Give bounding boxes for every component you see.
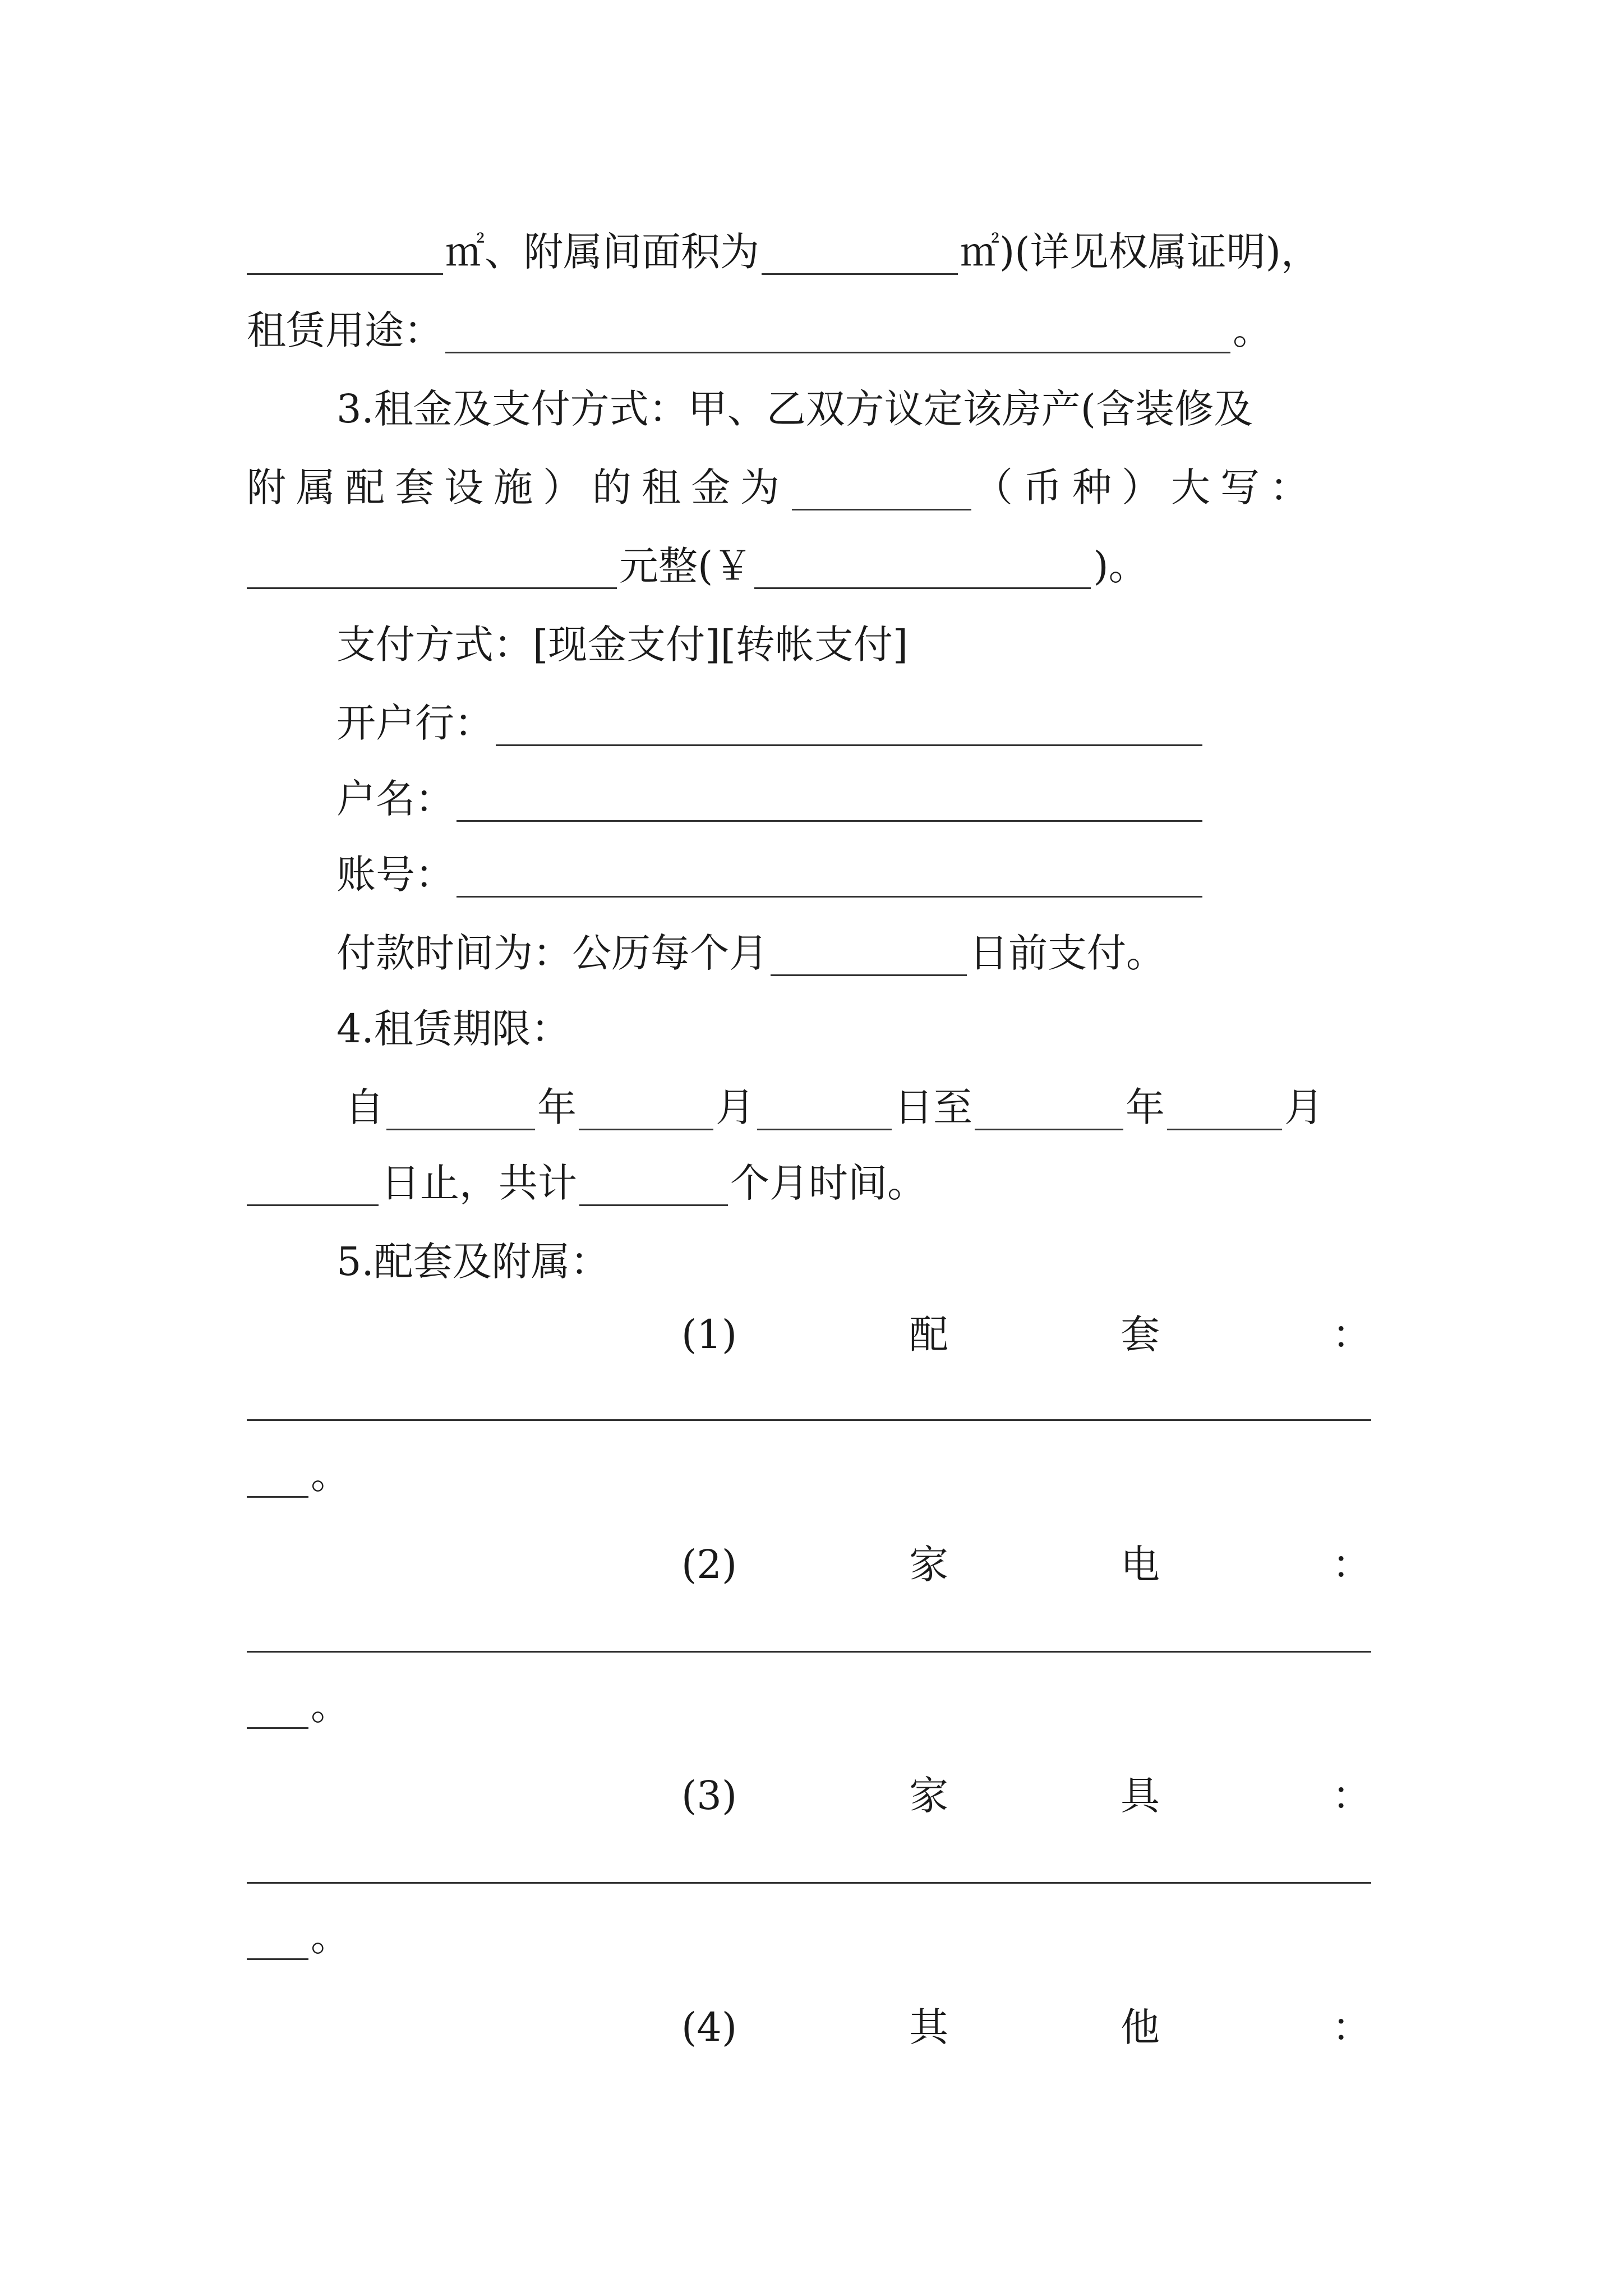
blank-total-months[interactable] bbox=[579, 1159, 728, 1206]
annex-item-char-1: 家 bbox=[909, 1773, 949, 1819]
account-no-line bbox=[336, 836, 1205, 898]
annex-item-2-heading bbox=[681, 1526, 1371, 1588]
area-unit-text-2: ㎡)(详见权属证明)， bbox=[960, 229, 1320, 275]
annex-item-4-heading bbox=[681, 1989, 1371, 2050]
blank-start-day[interactable] bbox=[757, 1083, 892, 1130]
blank-area-annex[interactable] bbox=[762, 228, 958, 275]
blank-annex-item-1[interactable] bbox=[247, 1419, 1371, 1421]
annex-item-colon: ： bbox=[1331, 1312, 1371, 1358]
area-unit-text: ㎡、附属间面积为 bbox=[445, 229, 759, 275]
period: 。 bbox=[311, 1683, 350, 1729]
annex-item-char-1: 家 bbox=[909, 1542, 949, 1588]
annex-item-num: (1) bbox=[681, 1312, 737, 1358]
rent-amount-text-a: 元整(￥ bbox=[619, 543, 753, 589]
annex-item-3-tail bbox=[247, 1898, 350, 1960]
area-line bbox=[247, 213, 1320, 275]
rent-clause-line-1 bbox=[336, 370, 1253, 432]
blank-account-name[interactable] bbox=[457, 775, 1202, 822]
blank-start-year[interactable] bbox=[386, 1083, 535, 1130]
blank-end-day[interactable] bbox=[247, 1159, 379, 1206]
bank-label: 开户行： bbox=[336, 700, 494, 746]
blank-annex-item-2-tail[interactable] bbox=[247, 1682, 308, 1729]
term-months-total: 个月时间。 bbox=[730, 1160, 926, 1206]
term-day-end: 日止，共计 bbox=[381, 1160, 577, 1206]
blank-purpose[interactable] bbox=[445, 306, 1230, 353]
term-month-2: 月 bbox=[1284, 1084, 1324, 1130]
annex-item-char-2: 具 bbox=[1121, 1773, 1160, 1819]
blank-start-month[interactable] bbox=[579, 1083, 713, 1130]
blank-account-no[interactable] bbox=[457, 850, 1202, 898]
term-month-1: 月 bbox=[716, 1084, 755, 1130]
blank-annex-item-3[interactable] bbox=[247, 1882, 1371, 1884]
annex-item-char-2: 套 bbox=[1121, 1312, 1160, 1358]
blank-pay-day[interactable] bbox=[771, 929, 967, 976]
term-year-2: 年 bbox=[1126, 1084, 1165, 1130]
annex-item-colon: ： bbox=[1331, 1773, 1371, 1819]
blank-annex-item-3-tail[interactable] bbox=[247, 1913, 308, 1960]
annex-item-num: (2) bbox=[681, 1542, 737, 1588]
account-name-label: 户名： bbox=[336, 776, 454, 822]
term-end-line bbox=[247, 1144, 926, 1206]
payment-method-text: 支付方式：[现金支付][转帐支付] bbox=[336, 622, 909, 668]
annex-item-num: (4) bbox=[681, 2004, 737, 2050]
term-title: 4.租赁期限： bbox=[336, 1006, 570, 1052]
payment-method-line bbox=[336, 606, 908, 668]
account-no-label: 账号： bbox=[336, 852, 454, 898]
pay-time-text-a: 付款时间为：公历每个月 bbox=[336, 930, 768, 976]
term-dates-line bbox=[345, 1069, 1324, 1130]
annex-item-char-1: 配 bbox=[909, 1312, 949, 1358]
blank-end-month[interactable] bbox=[1167, 1083, 1282, 1130]
period: 。 bbox=[1233, 307, 1272, 353]
annex-item-char-1: 其 bbox=[909, 2004, 949, 2050]
annex-item-1-tail bbox=[247, 1436, 350, 1498]
annex-item-colon: ： bbox=[1331, 1542, 1371, 1588]
rent-amount-line bbox=[247, 527, 1148, 589]
annex-item-3-heading bbox=[681, 1757, 1371, 1819]
term-year-1: 年 bbox=[537, 1084, 577, 1130]
annex-item-char-2: 电 bbox=[1121, 1542, 1160, 1588]
annex-item-2-tail bbox=[247, 1667, 350, 1729]
rent-clause-text-2a: 附属配套设施）的租金为 bbox=[247, 464, 790, 510]
period: 。 bbox=[311, 1914, 350, 1960]
blank-annex-item-2[interactable] bbox=[247, 1651, 1371, 1653]
rent-clause-text-1: 3.租金及支付方式：甲、乙双方议定该房产(含装修及 bbox=[336, 386, 1253, 432]
annex-title: 5.配套及附属： bbox=[336, 1239, 610, 1285]
annex-item-num: (3) bbox=[681, 1773, 737, 1819]
blank-annex-item-1-tail[interactable] bbox=[247, 1451, 308, 1498]
annex-title-line bbox=[336, 1223, 610, 1285]
annex-item-colon: ： bbox=[1331, 2004, 1371, 2050]
blank-amount-words[interactable] bbox=[247, 542, 617, 589]
pay-time-text-b: 日前支付。 bbox=[969, 930, 1165, 976]
pay-time-line bbox=[336, 914, 1165, 976]
purpose-label: 租赁用途： bbox=[247, 307, 443, 353]
annex-item-1-heading bbox=[681, 1296, 1371, 1358]
purpose-line bbox=[247, 292, 1272, 353]
bank-line bbox=[336, 684, 1205, 746]
annex-item-char-2: 他 bbox=[1121, 2004, 1160, 2050]
term-from: 自 bbox=[345, 1084, 384, 1130]
blank-area-main[interactable] bbox=[247, 228, 443, 275]
blank-currency-amount[interactable] bbox=[792, 463, 971, 510]
blank-end-year[interactable] bbox=[975, 1083, 1123, 1130]
rent-amount-text-b: )。 bbox=[1093, 543, 1148, 589]
blank-amount-figures[interactable] bbox=[754, 542, 1091, 589]
term-title-line bbox=[336, 990, 570, 1052]
blank-bank[interactable] bbox=[496, 699, 1202, 746]
account-name-line bbox=[336, 760, 1205, 822]
term-day-to: 日至 bbox=[894, 1084, 972, 1130]
rent-clause-line-2 bbox=[247, 449, 1319, 510]
period: 。 bbox=[311, 1452, 350, 1498]
rent-clause-text-2b: （币种）大写： bbox=[974, 464, 1319, 510]
